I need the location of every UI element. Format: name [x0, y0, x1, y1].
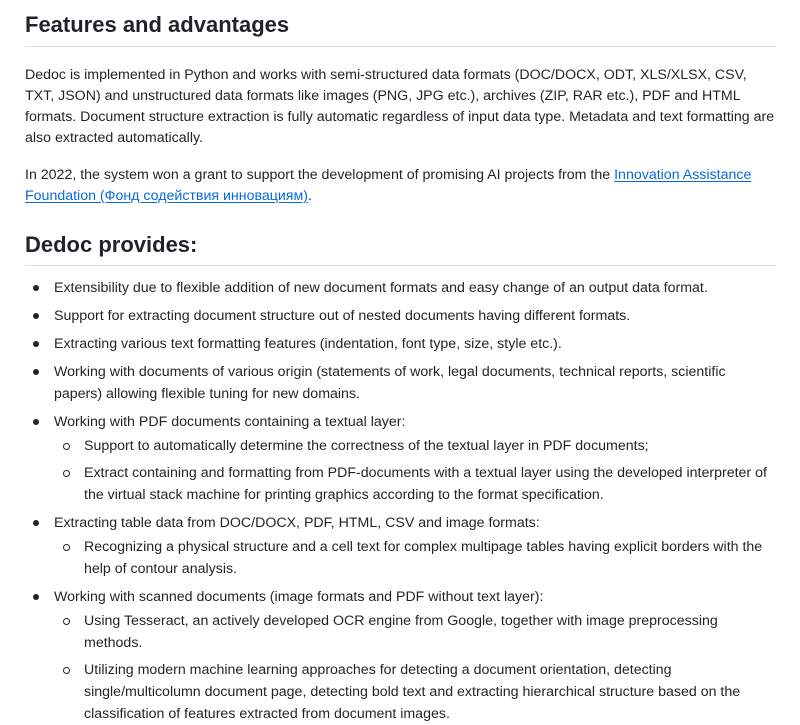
section-heading-features: Features and advantages [25, 0, 776, 47]
sub-list [54, 536, 776, 580]
list-item-text: Working with documents of various origin (statements of work, legal documents, technical reports, scientific papers) allowing flexible tuning for new domains. [54, 364, 726, 403]
sub-list-item-text: Support to automatically determine the correctness of the textual layer in PDF documents; [84, 438, 649, 455]
list-item-text: Working with PDF documents containing a textual layer: [54, 414, 406, 431]
list-item [25, 277, 776, 299]
grant-text: In 2022, the system won a grant to support the development of promising AI projects from the [25, 166, 615, 183]
sub-list-item [54, 659, 776, 725]
list-item [25, 512, 776, 580]
sub-list-item-text: Utilizing modern machine learning approaches for detecting a document orientation, detecting single/multicolumn document page, detecting bold text and extracting hierarchical structure based on the classification of features extracted from document images. [84, 662, 741, 723]
list-item [25, 305, 776, 327]
grant-text-end: . [307, 187, 312, 204]
list-item [25, 361, 776, 405]
sub-list-item-text: Extract containing and formatting from PDF-documents with a textual layer using the developed interpreter of the virtual stack machine for printing graphics according to the format specification. [84, 465, 767, 504]
section-heading-provides: Dedoc provides: [25, 231, 776, 267]
sub-list-item-text: Recognizing a physical structure and a cell text for complex multipage tables having explicit borders with the help of contour analysis. [84, 539, 763, 578]
list-item [25, 411, 776, 506]
sub-list-item [54, 610, 776, 654]
sub-list-item [54, 536, 776, 580]
grant-paragraph [25, 165, 776, 207]
list-item-text: Extracting various text formatting features (indentation, font type, size, style etc.). [54, 336, 562, 353]
list-item [25, 586, 776, 725]
sub-list-item [54, 435, 776, 457]
list-item-text: Support for extracting document structure out of nested documents having different formats. [54, 308, 631, 325]
list-item-text: Extracting table data from DOC/DOCX, PDF, HTML, CSV and image formats: [54, 515, 540, 532]
list-item-text: Working with scanned documents (image formats and PDF without text layer): [54, 589, 544, 606]
list-item [25, 333, 776, 355]
sub-list-item-text: Using Tesseract, an actively developed OCR engine from Google, together with image preprocessing methods. [84, 613, 718, 652]
sub-list [54, 435, 776, 506]
list-item-text: Extensibility due to flexible addition of new document formats and easy change of an output data format. [54, 280, 708, 297]
intro-paragraph: Dedoc is implemented in Python and works with semi-structured data formats (DOC/DOCX, ODT, XLS/XLSX, CSV, TXT, JSON) and unstructured data formats like images (PNG, JPG etc.), archives (ZIP, RAR etc.), PDF and HTML formats. Document structure extraction is fully automatic regardless of input data type. Metadata and text formatting are also extracted automatically. [25, 66, 775, 146]
provides-list [25, 277, 776, 725]
sub-list-item [54, 462, 776, 506]
innovation-foundation-link[interactable]: Innovation Assistance Foundation (Фонд содействия инновациям) [25, 166, 752, 204]
sub-list [54, 610, 776, 725]
